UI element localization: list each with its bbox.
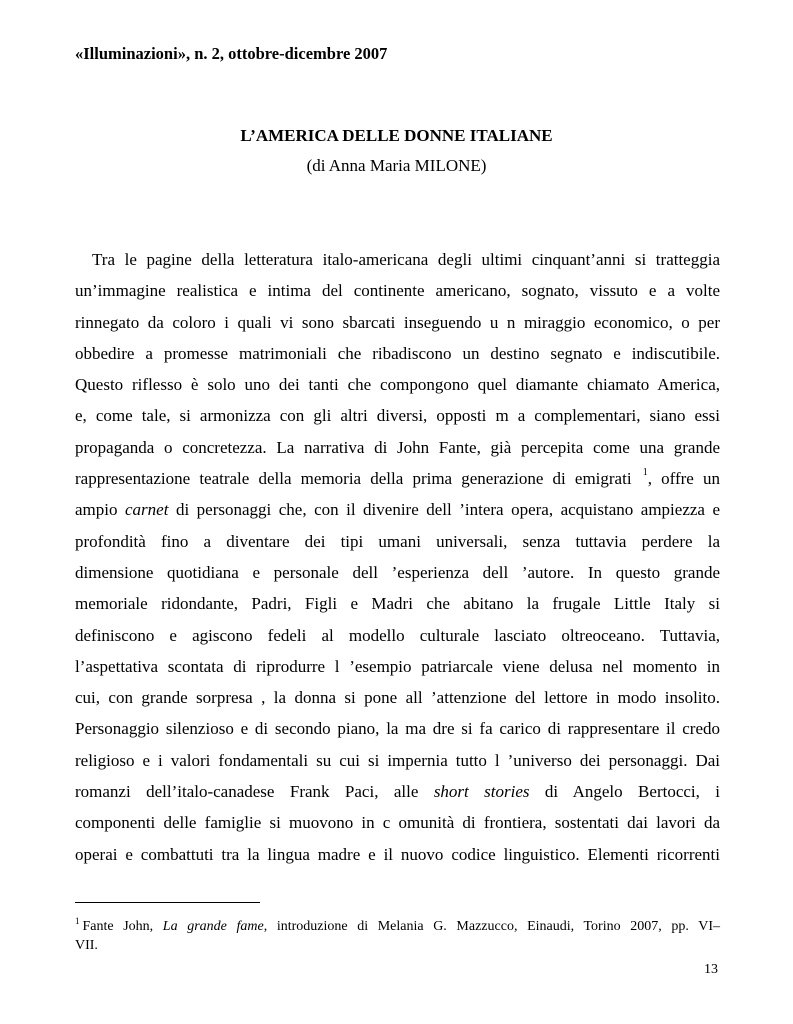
body-line: componenti delle famiglie si muovono in c omunità di frontiera, sostentati dai lavori da <box>75 813 720 833</box>
body-line <box>75 776 720 807</box>
body-line: religioso e i valori fondamentali su cui si impernia tutto l ’universo dei personaggi. Dai <box>75 750 720 770</box>
body-line: Personaggio silenzioso e di secondo piano, la ma dre si fa carico di rappresentare il credo <box>75 719 720 739</box>
body-line: Questo riflesso è solo uno dei tanti che compongono quel diamante chiamato America, <box>75 375 720 395</box>
footnote-ref[interactable]: 1 <box>642 467 648 479</box>
body-text: rappresentazione teatrale della memoria della prima generazione di emigrati <box>75 469 632 489</box>
footnote <box>75 912 720 955</box>
body-line: un’immagine realistica e intima del continente americano, sognato, vissuto e a volte <box>75 281 720 301</box>
body-line: obbedire a promesse matrimoniali che ribadiscono un destino segnato e indiscutibile. <box>75 343 720 363</box>
body-line: definiscono e agiscono fedeli al modello culturale lasciato oltreoceano. Tuttavia, <box>75 625 720 645</box>
footnote-text: , introduzione di Melania G. Mazzucco, Einaudi, Torino 2007, pp. VI– <box>263 919 720 934</box>
italic-text: short stories <box>433 782 530 802</box>
body-line: rinnegato da coloro i quali vi sono sbarcati inseguendo u n miraggio economico, o per <box>75 312 720 332</box>
article-author: (di Anna Maria MILONE) <box>306 156 487 175</box>
footnote-separator <box>75 902 260 903</box>
footnote-text: Fante John, <box>82 919 154 934</box>
italic-text: carnet <box>125 500 169 520</box>
footnote-line: VII. <box>75 938 98 953</box>
body-text: romanzi dell’italo-canadese Frank Paci, alle <box>75 782 419 802</box>
page-number: 13 <box>704 962 718 977</box>
footnote-italic: La grande fame <box>162 919 264 934</box>
footnote-line <box>75 912 720 936</box>
body-line: memoriale ridondante, Padri, Figli e Madri che abitano la frugale Little Italy si <box>75 594 720 614</box>
body-line: operai e combattuti tra la lingua madre e il nuovo codice linguistico. Elementi ricorrenti <box>75 844 720 864</box>
footnote-number: 1 <box>75 916 80 926</box>
body-line: cui, con grande sorpresa , la donna si pone all ’attenzione del lettore in modo insolito. <box>75 688 720 708</box>
body-line: Tra le pagine della letteratura italo-americana degli ultimi cinquant’anni si tratteggia <box>92 250 720 269</box>
body-text: , offre un <box>647 469 720 489</box>
body-text: ampio <box>75 500 118 520</box>
article-body <box>75 244 720 870</box>
body-line: profondità fino a diventare dei tipi umani universali, senza tuttavia perdere la <box>75 531 720 551</box>
journal-header: «Illuminazioni», n. 2, ottobre-dicembre 2007 <box>75 44 388 63</box>
body-line: dimensione quotidiana e personale dell ’esperienza dell ’autore. In questo grande <box>75 562 720 582</box>
body-line <box>75 463 720 494</box>
body-line: propaganda o concretezza. La narrativa di John Fante, già percepita come una grande <box>75 437 720 457</box>
article-title: L’AMERICA DELLE DONNE ITALIANE <box>240 126 553 145</box>
body-line <box>75 494 720 525</box>
body-text: di personaggi che, con il divenire dell ’intera opera, acquistano ampiezza e <box>175 500 720 520</box>
body-line: l’aspettativa scontata di riprodurre l ’esempio patriarcale viene delusa nel momento in <box>75 656 720 676</box>
body-text: di Angelo Bertocci, i <box>544 782 721 802</box>
body-line: e, come tale, si armonizza con gli altri diversi, opposti m a complementari, siano essi <box>75 406 720 426</box>
